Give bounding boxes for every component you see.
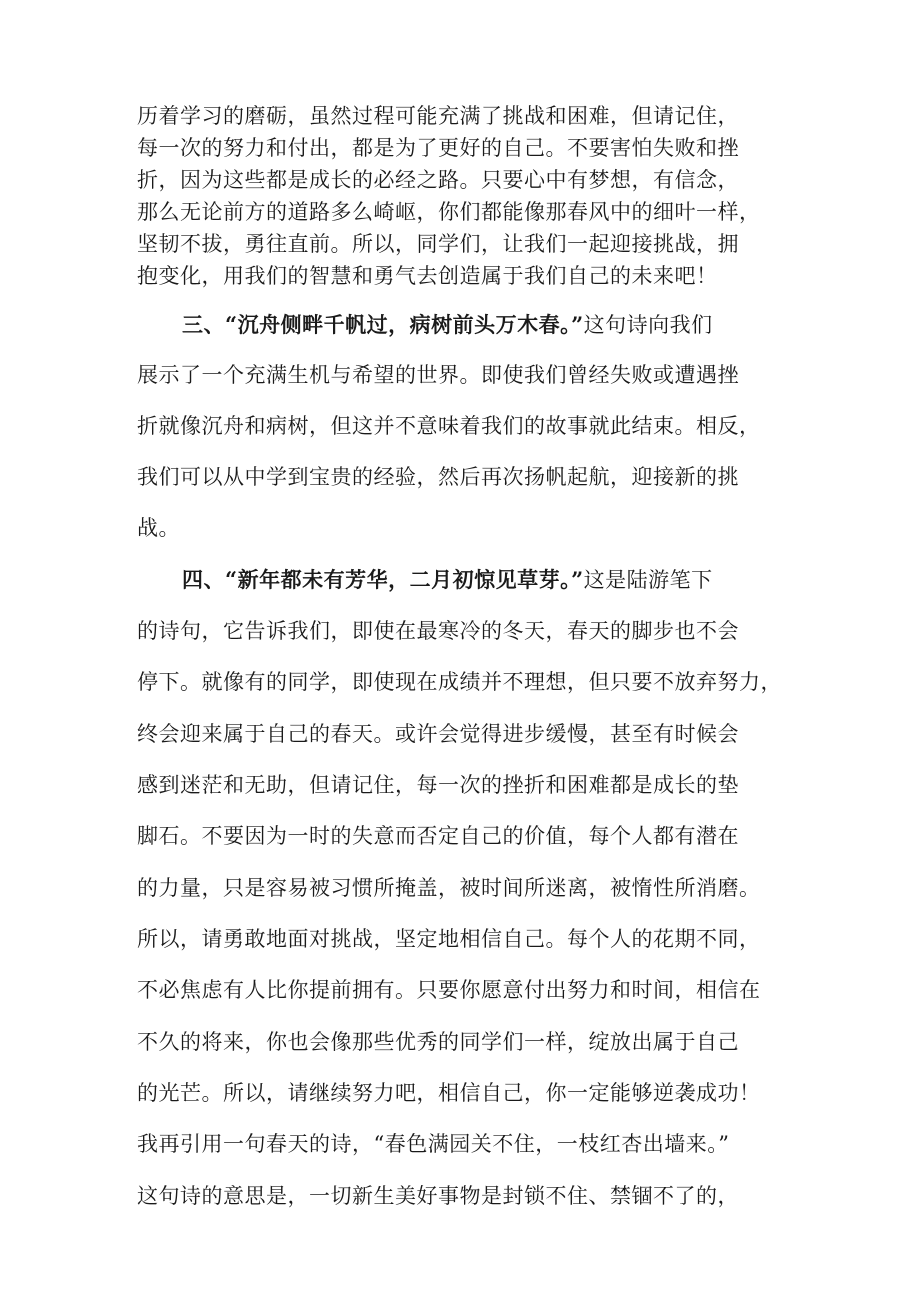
section-4-heading-rest: 这是陆游笔下 bbox=[583, 568, 713, 592]
text-line: 脚石。不要因为一时的失意而否定自己的价值，每个人都有潜在 bbox=[137, 824, 739, 848]
text-line: 那么无论前方的道路多么崎岖，你们都能像那春风中的细叶一样， bbox=[137, 200, 761, 224]
text-line: 不必焦虑有人比你提前拥有。只要你愿意付出努力和时间，相信在 bbox=[137, 978, 761, 1002]
text-line: 战。 bbox=[137, 516, 180, 540]
section-3-heading: 三、“沉舟侧畔千帆过，病树前头万木春。” bbox=[182, 312, 584, 337]
text-line: 折就像沉舟和病树，但这并不意味着我们的故事就此结束。相反， bbox=[137, 414, 761, 438]
text-line: 的力量，只是容易被习惯所掩盖，被时间所迷离，被惰性所消磨。 bbox=[137, 876, 761, 900]
text-line: 所以，请勇敢地面对挑战，坚定地相信自己。每个人的花期不同， bbox=[137, 927, 761, 951]
text-line: 折，因为这些都是成长的必经之路。只要心中有梦想，有信念， bbox=[137, 168, 739, 192]
text-line: 我们可以从中学到宝贵的经验，然后再次扬帆起航，迎接新的挑 bbox=[137, 465, 739, 489]
section-3-first-line bbox=[182, 314, 713, 336]
section-3-heading-rest: 这句诗向我们 bbox=[583, 313, 713, 337]
text-line: 这句诗的意思是，一切新生美好事物是封锁不住、禁锢不了的， bbox=[137, 1184, 739, 1208]
text-line: 展示了一个充满生机与希望的世界。即使我们曾经失败或遭遇挫 bbox=[137, 363, 739, 387]
text-line: 的诗句，它告诉我们，即使在最寒冷的冬天，春天的脚步也不会 bbox=[137, 619, 739, 643]
text-line: 终会迎来属于自己的春天。或许会觉得进步缓慢，甚至有时候会 bbox=[137, 722, 739, 746]
section-4-heading: 四、“新年都未有芳华，二月初惊见草芽。” bbox=[182, 567, 584, 592]
section-4-first-line bbox=[182, 569, 713, 591]
text-line: 我再引用一句春天的诗，“春色满园关不住，一枝红杏出墙来。” bbox=[137, 1132, 730, 1156]
text-line: 每一次的努力和付出，都是为了更好的自己。不要害怕失败和挫 bbox=[137, 136, 739, 160]
text-line: 停下。就像有的同学，即使现在成绩并不理想，但只要不放弃努力， bbox=[137, 670, 782, 694]
text-line: 的光芒。所以，请继续努力吧，相信自己，你一定能够逆袭成功！ bbox=[137, 1081, 761, 1105]
text-line: 不久的将来，你也会像那些优秀的同学们一样，绽放出属于自己 bbox=[137, 1030, 739, 1054]
text-line: 坚韧不拔，勇往直前。所以，同学们，让我们一起迎接挑战，拥 bbox=[137, 232, 739, 256]
text-line: 感到迷茫和无助，但请记住，每一次的挫折和困难都是成长的垫 bbox=[137, 773, 739, 797]
text-line: 抱变化，用我们的智慧和勇气去创造属于我们自己的未来吧！ bbox=[137, 264, 718, 288]
text-line: 历着学习的磨砺，虽然过程可能充满了挑战和困难，但请记住， bbox=[137, 104, 739, 128]
